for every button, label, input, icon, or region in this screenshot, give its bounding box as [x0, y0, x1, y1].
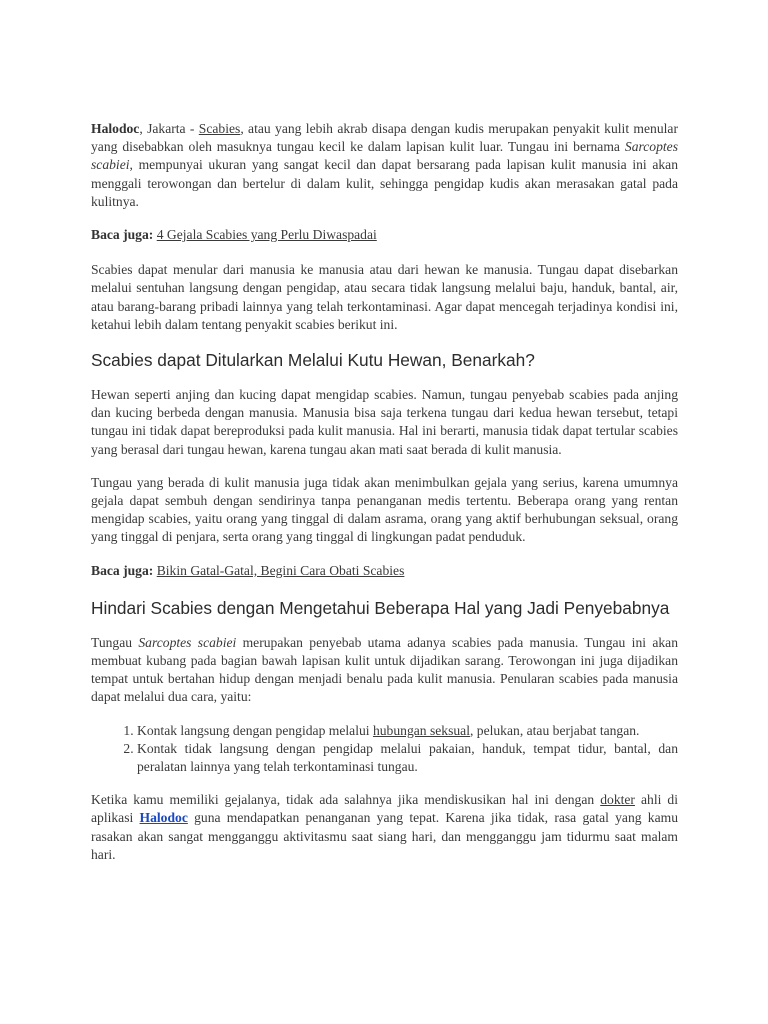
- halodoc-app-link[interactable]: Halodoc: [139, 810, 188, 826]
- paragraph-closing: [91, 791, 678, 864]
- sexual-contact-link[interactable]: hubungan seksual: [372, 722, 470, 738]
- list-item: [137, 722, 678, 740]
- paragraph-transmission: Scabies dapat menular dari manusia ke manusia atau dari hewan ke manusia. Tungau dapat disebarkan melalui sentuhan langsung dengan pengidap, atau secara tidak langsung melalui baju, handuk, bantal, air, atau barang-barang pribadi lainnya yang telah terkontaminasi. Agar dapat mencegah terjadinya kondisi ini, ketahui lebih dalam tentang penyakit scabies berikut ini.: [91, 262, 678, 332]
- causes-text: Tungau: [91, 634, 139, 650]
- species-name: Sarcoptes scabiei: [91, 139, 678, 173]
- species-name: Sarcoptes scabiei: [138, 634, 237, 650]
- scabies-link[interactable]: Scabies: [198, 121, 241, 136]
- heading-causes: Hindari Scabies dengan Mengetahui Beberapa Hal yang Jadi Penyebabnya: [91, 597, 670, 618]
- read-also-link[interactable]: 4 Gejala Scabies yang Perlu Diwaspadai: [156, 227, 377, 243]
- transmission-list: [91, 722, 678, 777]
- paragraph-causes: [91, 634, 678, 707]
- intro-text: , Jakarta -: [139, 121, 199, 136]
- closing-text: Ketika kamu memiliki gejalanya, tidak ada salahnya jika mendiskusikan hal ini dengan: [91, 792, 601, 808]
- causes-text: merupakan penyebab utama adanya scabies pada manusia. Tungau ini akan membuat kubang pada bagian bawah lapisan kulit untuk dijadikan sarang. Terowongan ini juga dijadikan tempat untuk bertahan hidup dengan menjadi benalu pada kulit manusia. Penularan scabies pada manusia dapat melalui dua cara, yaitu:: [91, 634, 678, 705]
- intro-text: , atau yang lebih akrab disapa dengan kudis merupakan penyakit kulit menular yang disebabkan oleh masuknya tungau kecil ke dalam lapisan kulit luar. Tungau ini bernama: [91, 121, 678, 155]
- read-also-label: Baca juga:: [91, 227, 154, 243]
- paragraph-symptoms: Tungau yang berada di kulit manusia juga tidak akan menimbulkan gejala yang serius, karena umumnya gejala dapat sembuh dengan sendirinya tanpa penanganan medis tertentu. Beberapa orang yang rentan mengidap scabies, yaitu orang yang tinggal di dalam asrama, orang yang aktif berhubungan seksual, orang yang tinggal di penjara, serta orang yang tinggal di lingkungan padat penduduk.: [91, 474, 678, 545]
- list-item: 2. Kontak tidak langsung dengan pengidap melalui pakaian, handuk, tempat tidur, bantal, dan peralatan lainnya yang telah terkontaminasi tungau.: [137, 740, 678, 776]
- list-text: Kontak langsung dengan pengidap melalui: [137, 722, 373, 738]
- list-text: , pelukan, atau berjabat tangan.: [469, 722, 640, 738]
- read-also-1: [91, 226, 678, 244]
- closing-text: ahli di aplikasi: [91, 792, 678, 826]
- brand-name: Halodoc: [91, 121, 140, 136]
- article-body: [91, 120, 678, 879]
- read-also-link[interactable]: Bikin Gatal-Gatal, Begini Cara Obati Scabies: [156, 562, 405, 578]
- closing-text: guna mendapatkan penanganan yang tepat. Karena jika tidak, rasa gatal yang kamu rasakan akan sangat mengganggu aktivitasmu saat siang hari, dan mengganggu jam tidurmu saat malam hari.: [91, 810, 678, 862]
- read-also-label: Baca juga:: [91, 562, 154, 578]
- paragraph-animals: Hewan seperti anjing dan kucing dapat mengidap scabies. Namun, tungau penyebab scabies pada anjing dan kucing berbeda dengan manusia. Manusia bisa saja terkena tungau dari kedua hewan tersebut, tetapi tungau ini tidak dapat bereproduksi pada kulit manusia. Hal ini berarti, manusia tidak dapat tertular scabies yang berasal dari tungau hewan, karena tungau akan mati saat berada di kulit manusia.: [91, 387, 678, 457]
- read-also-2: [91, 562, 678, 580]
- intro-text: , mempunyai ukuran yang sangat kecil dan dapat bersarang pada lapisan kulit manusia ini akan menggali terowongan dan bertelur di dalam kulit, sehingga pengidap kudis akan merasakan gatal pada kulitnya.: [91, 157, 678, 209]
- doctor-link[interactable]: dokter: [600, 792, 635, 808]
- intro-paragraph: [91, 120, 678, 211]
- heading-animal-transmission: Scabies dapat Ditularkan Melalui Kutu Hewan, Benarkah?: [91, 350, 535, 371]
